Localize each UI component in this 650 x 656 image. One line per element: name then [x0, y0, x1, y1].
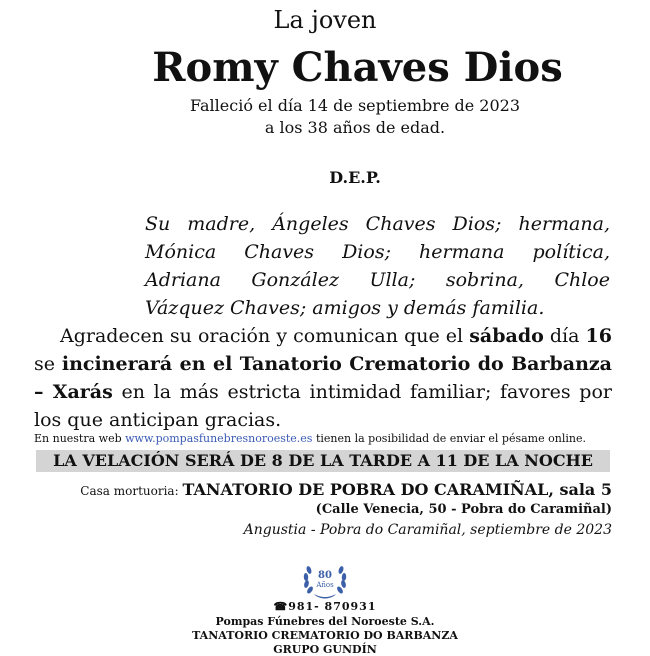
family-line: Mónica Chaves Dios; hermana política, [145, 241, 610, 263]
notice-text: en la más estricta intimidad familiar; favores por los que anticipan gracias. [34, 381, 612, 431]
notice-day: sábado [469, 325, 544, 347]
funeral-home-address: (Calle Venecia, 50 - Pobra do Caramiñal) [315, 502, 612, 517]
funeral-home-name: TANATORIO DE POBRA DO CARAMIÑAL, sala 5 [182, 480, 612, 499]
notice-paragraph [34, 322, 612, 434]
phone-line [0, 600, 650, 613]
family-line: Su madre, Ángeles Chaves Dios; hermana, [145, 213, 610, 235]
family-line: Adriana González Ulla; sobrina, Chloe [145, 269, 610, 291]
intro-text: La joven [273, 6, 377, 34]
logo-number: 80 [318, 570, 332, 581]
funeral-home [80, 480, 612, 499]
tanatorio-name: TANATORIO CREMATORIO DO BARBANZA [192, 629, 458, 642]
website-link[interactable]: www.pompasfunebresnoroeste.es [125, 432, 313, 445]
death-date: Falleció el día 14 de septiembre de 2023 [189, 96, 521, 115]
family-line: Vázquez Chaves; amigos y demás familia. [145, 297, 545, 319]
notice-text: Agradecen su oración y comunican que el [60, 325, 470, 347]
dep-text: D.E.P. [329, 168, 381, 187]
company-name: Pompas Fúnebres del Noroeste S.A. [215, 615, 435, 628]
deceased-name: Romy Chaves Dios [152, 44, 563, 91]
web-note-text: En nuestra web [34, 432, 126, 445]
notice-location: incinerará en el Tanatorio Crematorio do Barbanza – Xarás [34, 353, 612, 403]
funeral-home-label: Casa mortuoria: [80, 484, 183, 498]
notice-text: día [543, 325, 586, 347]
age-text: a los 38 años de edad. [264, 118, 446, 137]
web-note [34, 432, 586, 445]
phone-number: 981- 870931 [288, 600, 377, 613]
notice-date: 16 [585, 325, 612, 347]
notice-text: se [34, 353, 62, 375]
velacion-banner: LA VELACIÓN SERÁ DE 8 DE LA TARDE A 11 DE LA NOCHE [36, 450, 610, 472]
logo-word: Años [316, 581, 334, 589]
web-note-text: tienen la posibilidad de enviar el pésame online. [312, 432, 586, 445]
anniversary-logo-icon [300, 558, 350, 602]
family-list [145, 210, 610, 322]
group-name: GRUPO GUNDÍN [273, 643, 377, 656]
phone-icon: ☎ [273, 600, 289, 613]
place-date: Angustia - Pobra do Caramiñal, septiembre de 2023 [243, 522, 612, 538]
